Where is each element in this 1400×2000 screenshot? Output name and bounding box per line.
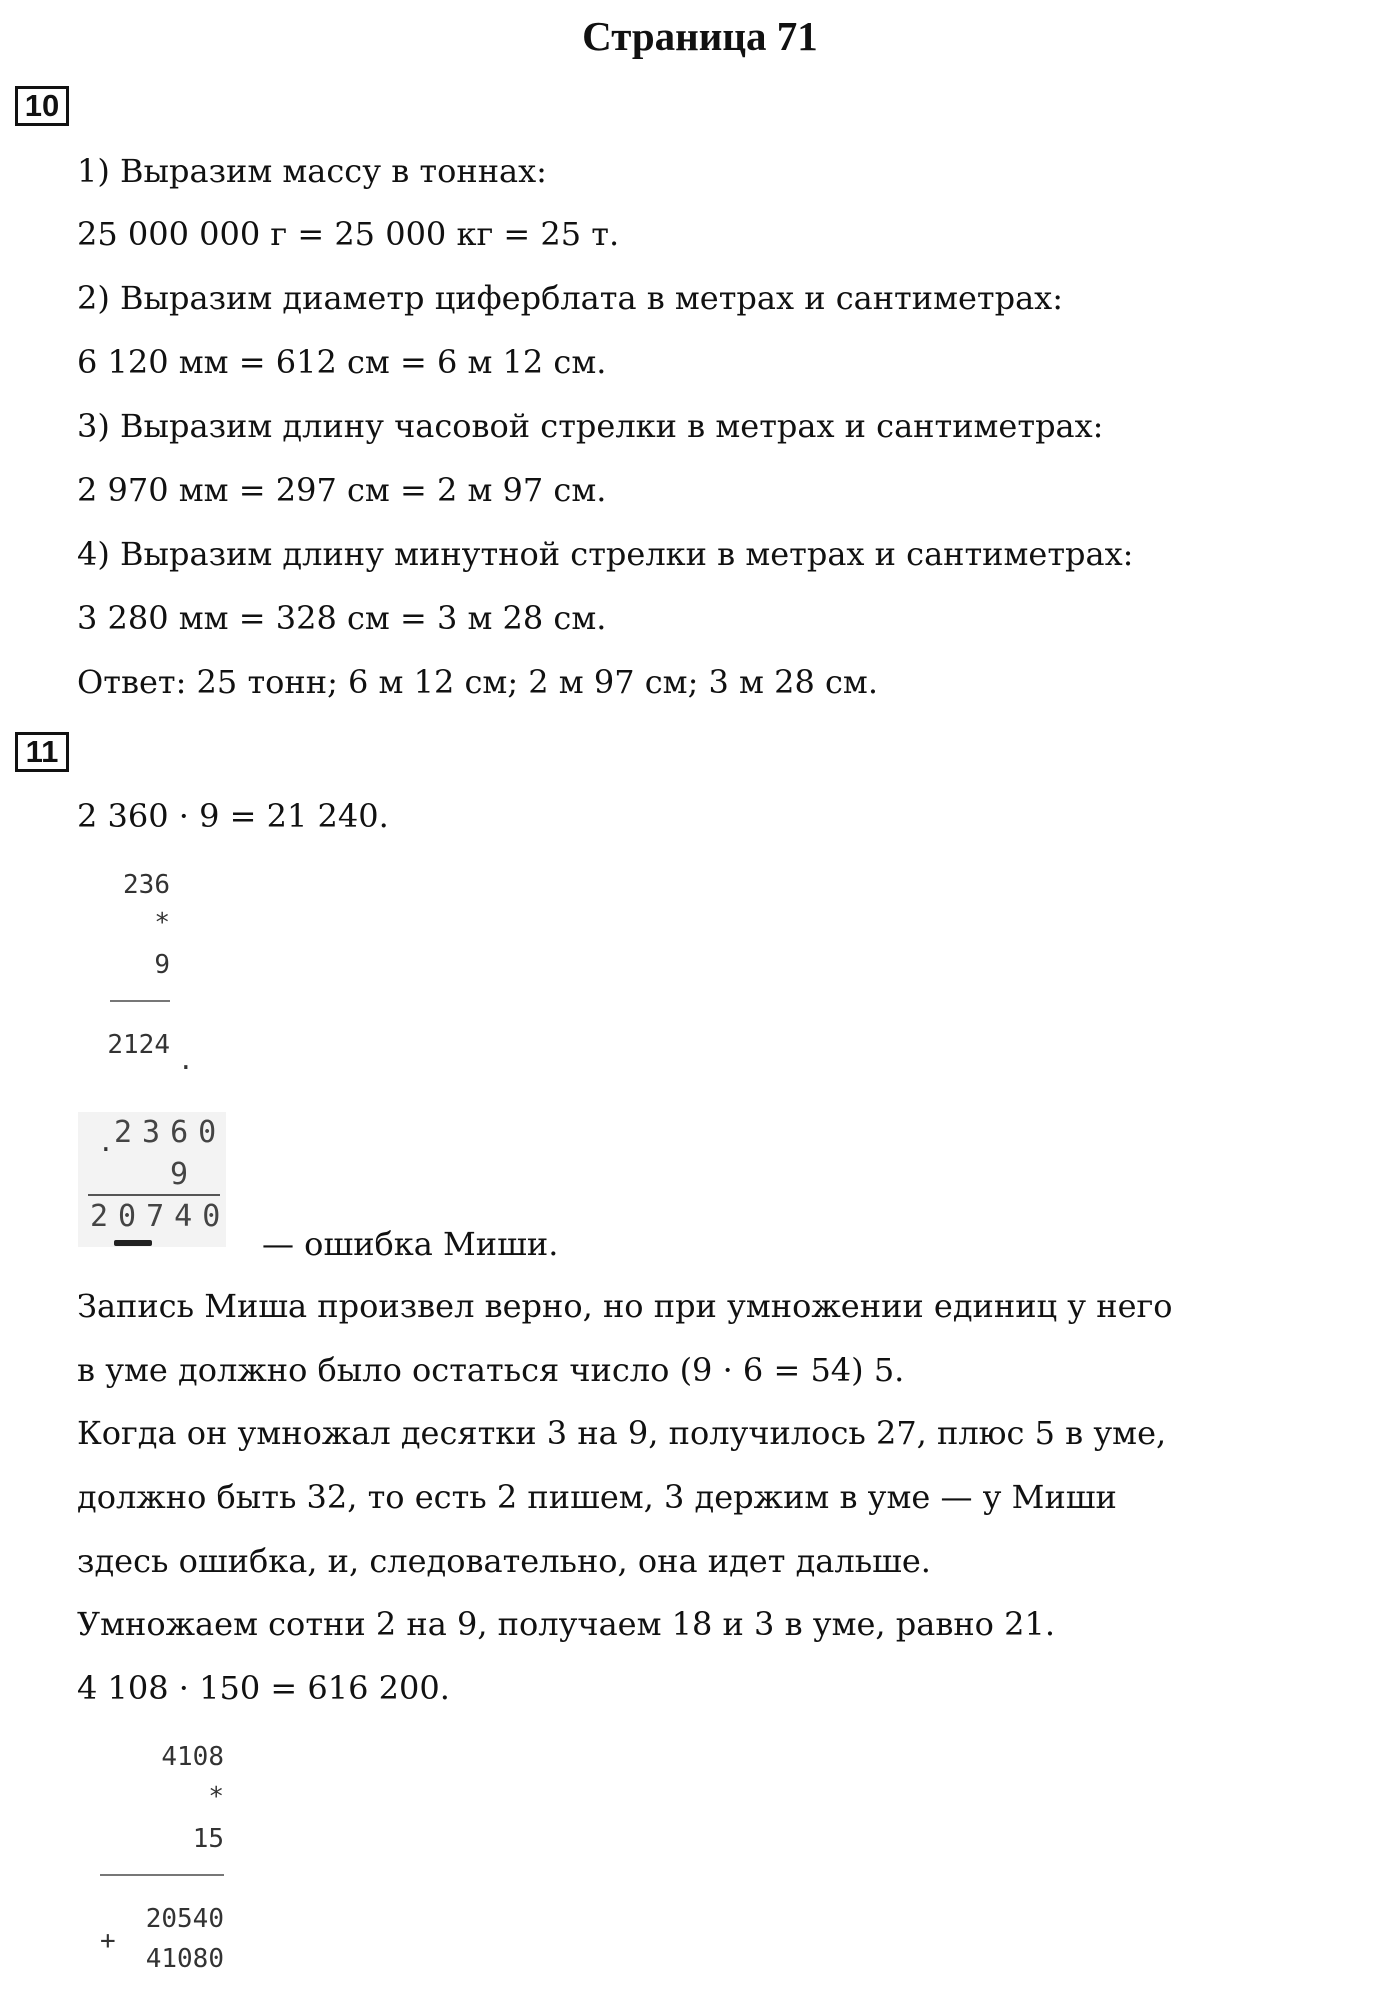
explanation-line: Умножаем сотни 2 на 9, получаем 18 и 3 в уме, равно 21. [77, 1605, 1055, 1643]
calc2-partial-2: 41080 [145, 1944, 224, 1974]
text-line: 2) Выразим диаметр циферблата в метрах и сантиметрах: [77, 279, 1063, 317]
calc1-multiplicand: 236 [123, 870, 170, 900]
calc1-multiplier: 9 [154, 950, 170, 980]
calc1-result: 2124 [107, 1030, 170, 1060]
equation-2: 4 108 · 150 = 616 200. [77, 1669, 450, 1707]
error-underline [114, 1240, 152, 1246]
task-number-11: 11 [15, 732, 69, 772]
text-line: 25 000 000 г = 25 000 кг = 25 т. [77, 215, 620, 253]
equation-1: 2 360 · 9 = 21 240. [77, 797, 389, 835]
answer-line: Ответ: 25 тонн; 6 м 12 см; 2 м 97 см; 3 м 28 см. [77, 663, 878, 701]
calc1-trailing-dot: . [178, 1046, 194, 1076]
misha-result: 20740 [90, 1199, 231, 1234]
task-number-10: 10 [15, 86, 69, 126]
text-line: 3 280 мм = 328 см = 3 м 28 см. [77, 599, 607, 637]
explanation-line: должно быть 32, то есть 2 пишем, 3 держим в уме — у Миши [77, 1478, 1117, 1516]
calc2-multiplier: 15 [192, 1824, 224, 1854]
text-line: 4) Выразим длину минутной стрелки в метрах и сантиметрах: [77, 535, 1134, 573]
calc2-rule [100, 1874, 224, 1876]
text-line: 2 970 мм = 297 см = 2 м 97 см. [77, 471, 607, 509]
calc1-operator: * [154, 908, 170, 938]
misha-rule [88, 1194, 220, 1196]
text-line: 6 120 мм = 612 см = 6 м 12 см. [77, 343, 607, 381]
explanation-line: Запись Миша произвел верно, но при умножении единиц у него [77, 1287, 1173, 1325]
explanation-line: здесь ошибка, и, следовательно, она идет дальше. [77, 1542, 931, 1580]
calc2-multiplicand: 4108 [161, 1742, 224, 1772]
explanation-line: в уме должно было остаться число (9 · 6 = 54) 5. [77, 1351, 905, 1389]
calc1-rule [110, 1000, 170, 1002]
explanation-line: Когда он умножал десятки 3 на 9, получилось 27, плюс 5 в уме, [77, 1414, 1167, 1452]
misha-multiplicand: 2360 [114, 1115, 227, 1150]
page-title: Страница 71 [582, 13, 818, 59]
misha-multiplier: 9 [170, 1157, 199, 1192]
calc2-operator: * [208, 1782, 224, 1812]
misha-error-label: — ошибка Миши. [262, 1225, 559, 1263]
misha-mult-dot: . [98, 1128, 114, 1158]
calc2-partial-1: 20540 [145, 1904, 224, 1934]
text-line: 1) Выразим массу в тоннах: [77, 152, 547, 190]
calc2-plus: + [100, 1926, 116, 1956]
text-line: 3) Выразим длину часовой стрелки в метрах и сантиметрах: [77, 407, 1104, 445]
